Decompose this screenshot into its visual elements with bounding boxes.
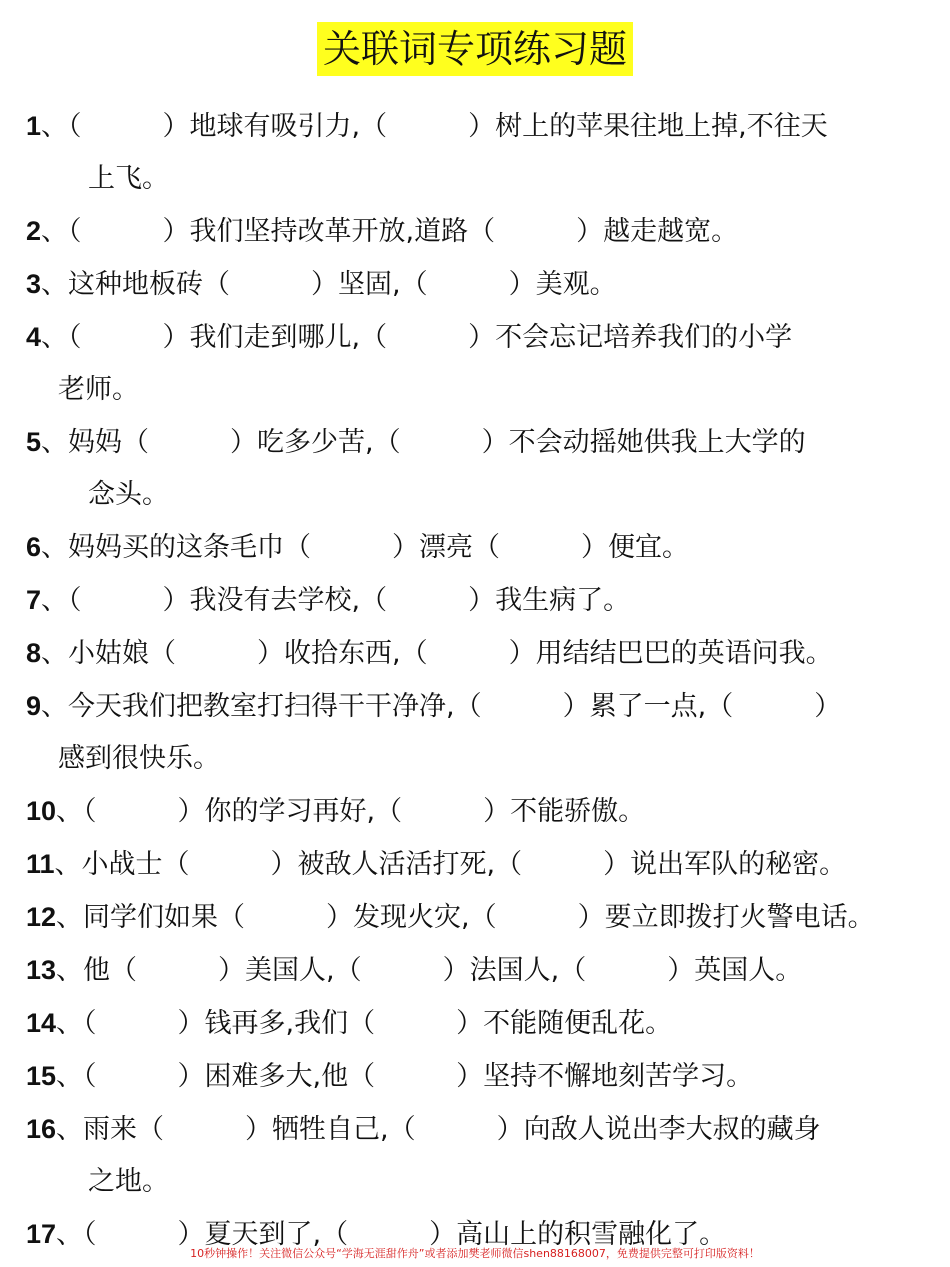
question-continuation (26, 1156, 926, 1208)
question-text: 、妈妈（ ）吃多少苦,（ ）不会动摇她供我上大学的 (41, 427, 806, 458)
question-line (26, 258, 926, 311)
question-text: 老师。 (58, 374, 139, 405)
question-continuation (26, 153, 926, 205)
question-text: 、小战士（ ）被敌人活活打死,（ ）说出军队的秘密。 (54, 849, 847, 880)
page-title: 关联词专项练习题 (317, 22, 633, 76)
question-text: 、（ ）困难多大,他（ ）坚持不懈地刻苦学习。 (56, 1061, 754, 1092)
question-text: 之地。 (88, 1166, 169, 1197)
question-continuation (26, 469, 926, 521)
question-number: 5 (26, 427, 42, 457)
question-text: 、（ ）夏天到了,（ ）高山上的积雪融化了。 (56, 1219, 727, 1250)
question-line (26, 1050, 926, 1103)
question-number: 15 (26, 1061, 57, 1091)
question-number: 8 (26, 638, 42, 668)
question-number: 1 (26, 111, 42, 141)
question-list (26, 100, 926, 1261)
question-line (26, 944, 926, 997)
question-text: 、雨来（ ）牺牲自己,（ ）向敌人说出李大叔的藏身 (56, 1114, 821, 1145)
question-text: 、妈妈买的这条毛巾（ ）漂亮（ ）便宜。 (41, 532, 690, 563)
question-number: 16 (26, 1114, 57, 1144)
question-line (26, 680, 926, 733)
question-line (26, 627, 926, 680)
question-number: 3 (26, 269, 42, 299)
question-line (26, 205, 926, 258)
title-wrap (0, 22, 950, 76)
question-text: 、（ ）我没有去学校,（ ）我生病了。 (41, 585, 631, 616)
question-line (26, 785, 926, 838)
question-number: 7 (26, 585, 42, 615)
question-number: 6 (26, 532, 42, 562)
question-text: 、（ ）钱再多,我们（ ）不能随便乱花。 (56, 1008, 673, 1039)
question-text: 、（ ）地球有吸引力,（ ）树上的苹果往地上掉,不往天 (41, 111, 828, 142)
question-number: 10 (26, 796, 57, 826)
question-number: 11 (26, 849, 55, 879)
question-text: 上飞。 (88, 163, 169, 194)
question-continuation (26, 733, 926, 785)
question-number: 17 (26, 1219, 57, 1249)
question-line (26, 416, 926, 469)
question-line (26, 997, 926, 1050)
question-line (26, 838, 926, 891)
question-line (26, 574, 926, 627)
question-text: 、这种地板砖（ ）坚固,（ ）美观。 (41, 269, 617, 300)
question-line (26, 891, 926, 944)
footer-note: 10秒钟操作！关注微信公众号“学海无涯甜作舟”或者添加樊老师微信shen88168007，免费提供完整可打印版资料！ (190, 1247, 760, 1260)
question-number: 14 (26, 1008, 57, 1038)
question-number: 2 (26, 216, 42, 246)
question-text: 、今天我们把教室打扫得干干净净,（ ）累了一点,（ ） (41, 691, 842, 722)
question-text: 、（ ）我们坚持改革开放,道路（ ）越走越宽。 (41, 216, 739, 247)
question-text: 、（ ）你的学习再好,（ ）不能骄傲。 (56, 796, 646, 827)
question-text: 、（ ）我们走到哪儿,（ ）不会忘记培养我们的小学 (41, 322, 793, 353)
question-line (26, 100, 926, 153)
question-number: 4 (26, 322, 42, 352)
question-continuation (26, 364, 926, 416)
question-line (26, 521, 926, 574)
question-text: 感到很快乐。 (58, 743, 220, 774)
question-line (26, 311, 926, 364)
question-text: 、小姑娘（ ）收拾东西,（ ）用结结巴巴的英语问我。 (41, 638, 833, 669)
question-number: 13 (26, 955, 57, 985)
question-number: 9 (26, 691, 42, 721)
question-text: 、同学们如果（ ）发现火灾,（ ）要立即拨打火警电话。 (56, 902, 875, 933)
question-text: 、他（ ）美国人,（ ）法国人,（ ）英国人。 (56, 955, 803, 986)
question-line (26, 1103, 926, 1156)
question-number: 12 (26, 902, 57, 932)
question-text: 念头。 (88, 479, 169, 510)
